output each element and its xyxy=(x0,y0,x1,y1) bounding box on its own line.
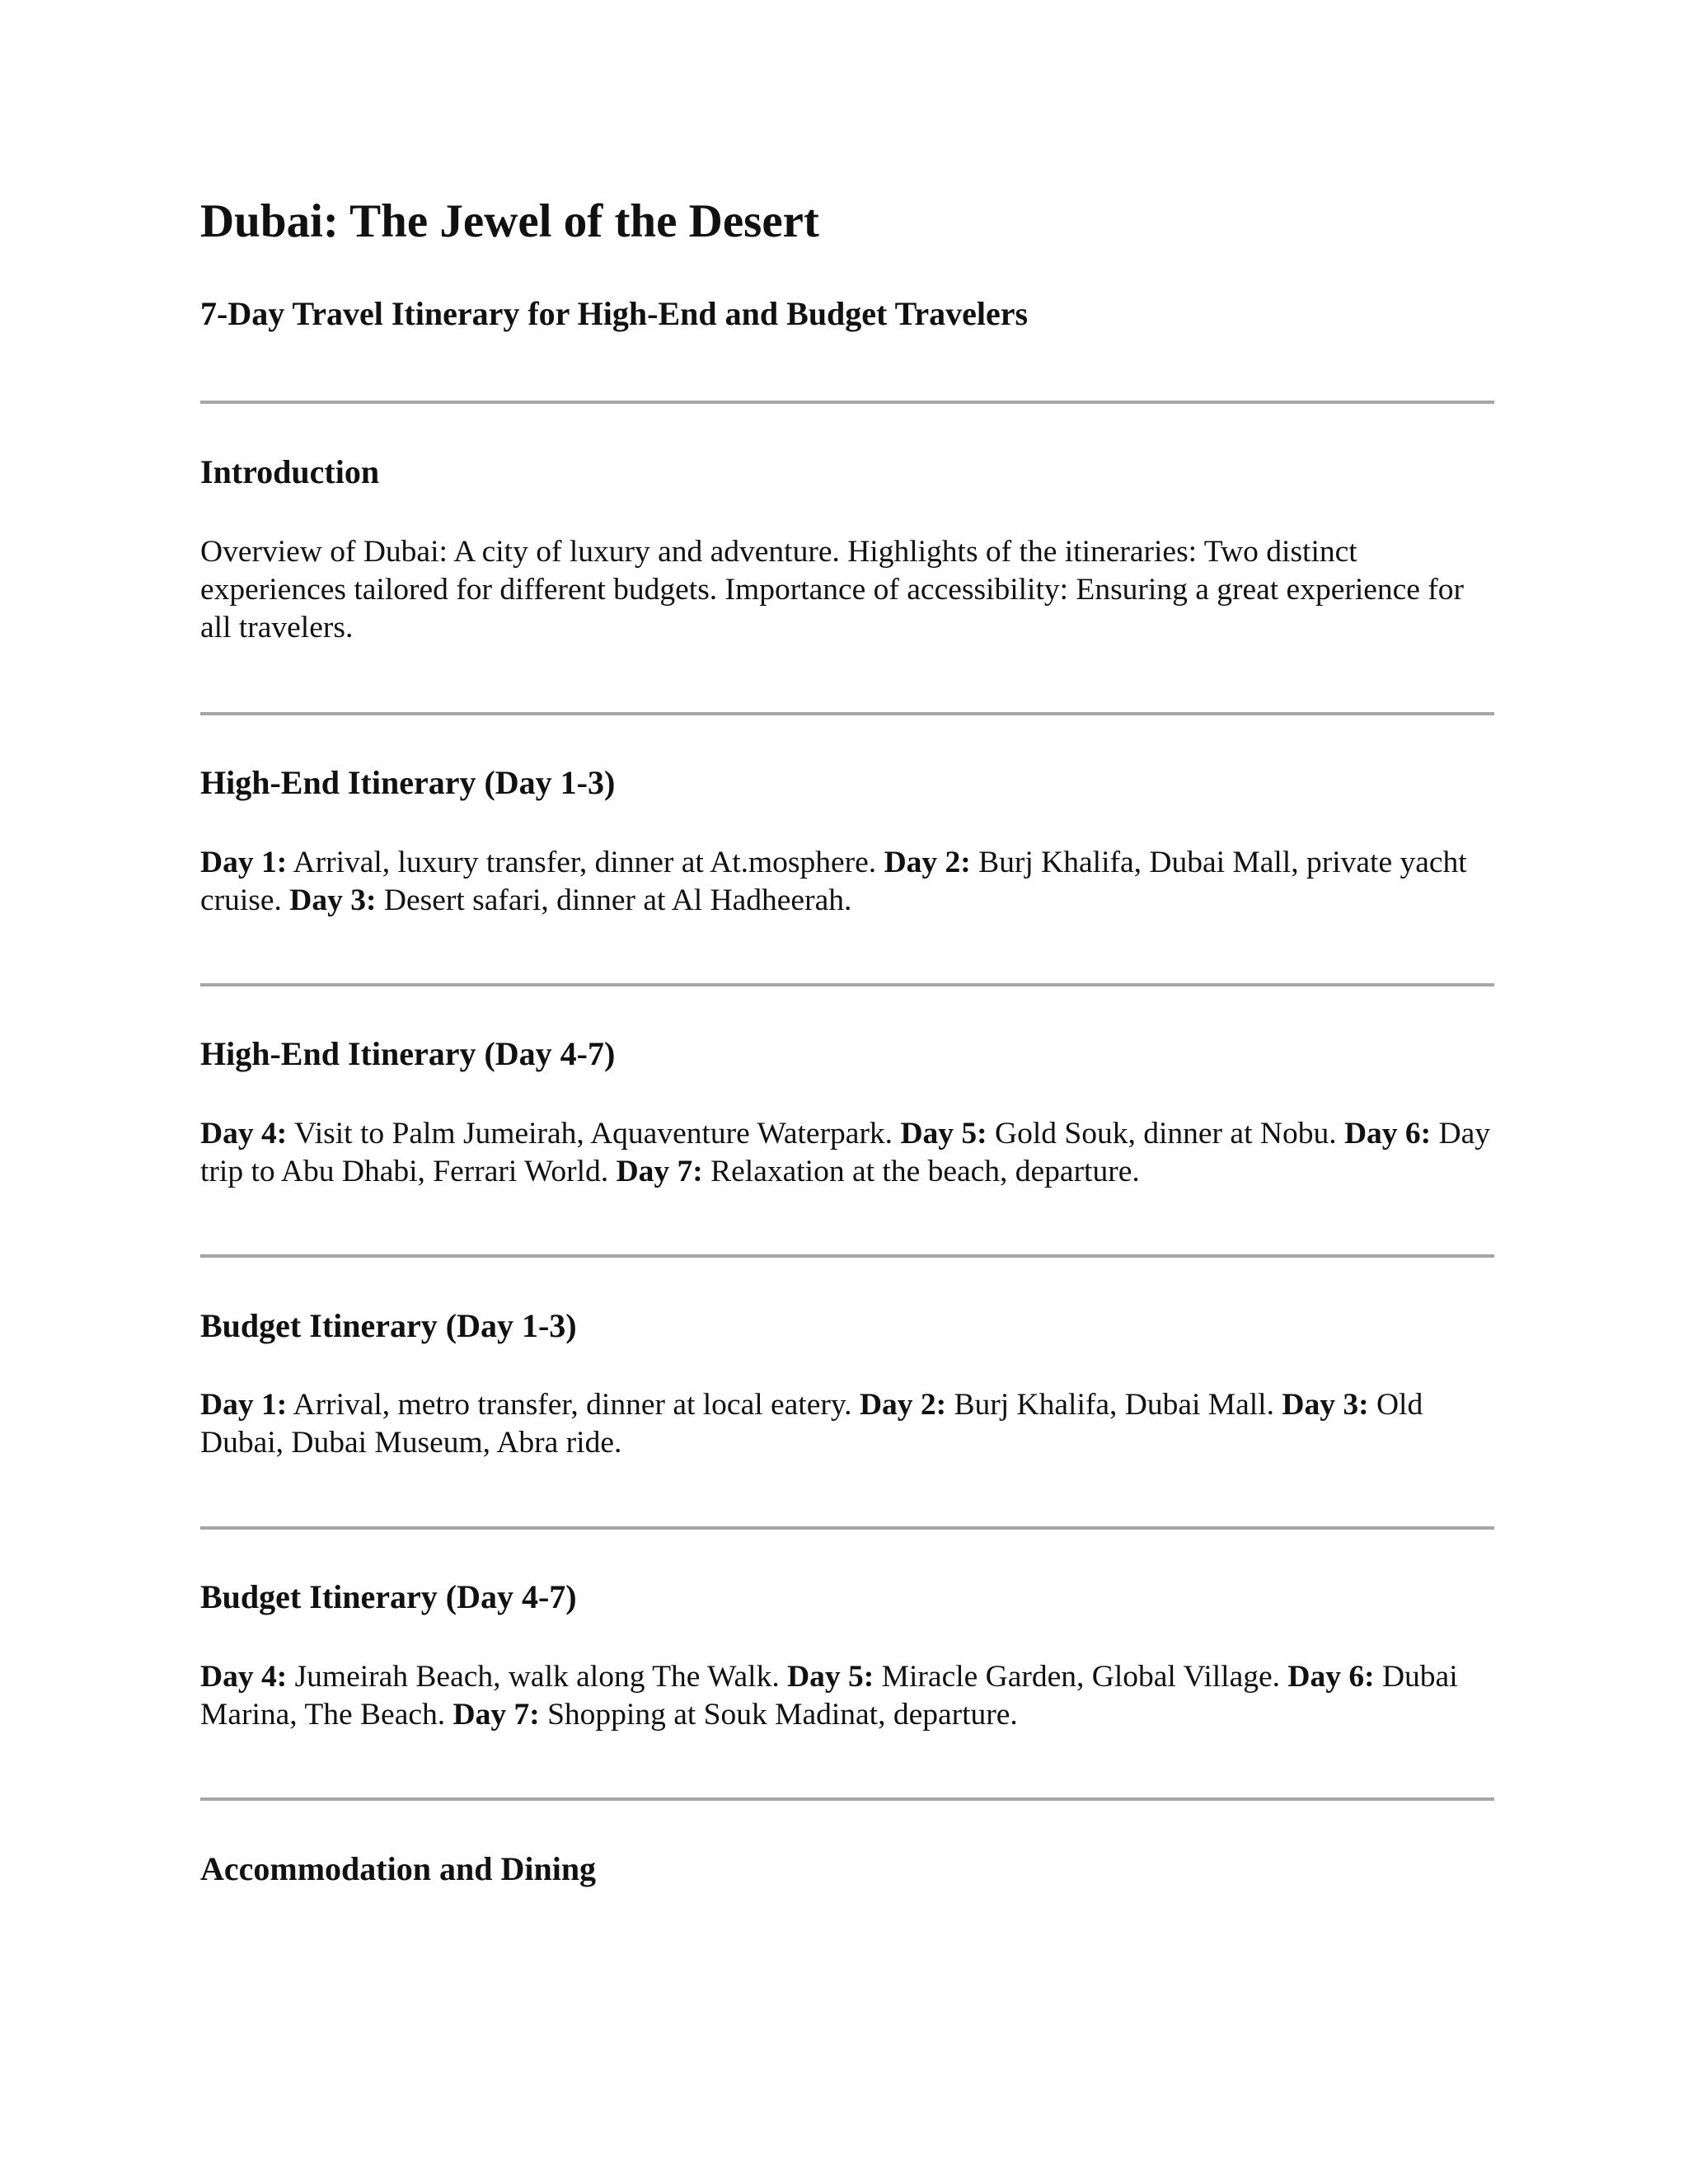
section-heading-high-end-day-1-3: High-End Itinerary (Day 1-3) xyxy=(200,764,616,801)
day-description: Miracle Garden, Global Village. xyxy=(874,1660,1288,1694)
day-label: Day 4: xyxy=(200,1660,288,1694)
section-heading-accommodation-and-dining: Accommodation and Dining xyxy=(200,1850,597,1887)
section-heading-introduction: Introduction xyxy=(200,453,380,490)
section-divider xyxy=(200,1254,1494,1258)
day-description: Gold Souk, dinner at Nobu. xyxy=(987,1117,1344,1151)
section-divider xyxy=(200,1526,1494,1530)
day-description: Relaxation at the beach, departure. xyxy=(702,1155,1140,1188)
day-description: Desert safari, dinner at Al Hadheerah. xyxy=(376,883,852,917)
section-divider xyxy=(200,401,1494,404)
day-label: Day 2: xyxy=(859,1388,947,1422)
day-label: Day 3: xyxy=(1282,1388,1369,1422)
section-divider xyxy=(200,712,1494,715)
day-description: Arrival, metro transfer, dinner at local eatery. xyxy=(287,1388,860,1422)
day-description: Day trip to Abu Dhabi, Ferrari World. xyxy=(200,1117,1491,1188)
section-body-high-end-day-1-3 xyxy=(200,844,1494,920)
day-description: Old Dubai, Dubai Museum, Abra ride. xyxy=(200,1388,1423,1460)
day-label: Day 1: xyxy=(200,1388,288,1422)
day-label: Day 4: xyxy=(200,1117,288,1151)
day-label: Day 6: xyxy=(1343,1117,1432,1151)
day-description: Burj Khalifa, Dubai Mall, private yacht cruise. xyxy=(200,846,1467,917)
section-heading-budget-day-4-7: Budget Itinerary (Day 4-7) xyxy=(200,1578,577,1615)
section-heading-high-end-day-4-7: High-End Itinerary (Day 4-7) xyxy=(200,1035,616,1072)
day-label: Day 7: xyxy=(616,1155,703,1188)
document-title: Dubai: The Jewel of the Desert xyxy=(200,195,819,247)
day-description: Shopping at Souk Madinat, departure. xyxy=(539,1698,1018,1732)
day-description: Dubai Marina, The Beach. xyxy=(200,1660,1458,1732)
day-label: Day 2: xyxy=(884,846,971,879)
section-body-budget-day-4-7 xyxy=(200,1658,1494,1734)
day-label: Day 6: xyxy=(1287,1660,1375,1694)
day-label: Day 1: xyxy=(200,846,288,879)
day-label: Day 3: xyxy=(289,883,377,917)
section-body-budget-day-1-3 xyxy=(200,1386,1494,1462)
section-divider xyxy=(200,1797,1494,1801)
day-description: Burj Khalifa, Dubai Mall. xyxy=(946,1388,1282,1422)
day-label: Day 5: xyxy=(787,1660,874,1694)
section-divider xyxy=(200,983,1494,987)
document-subtitle: 7-Day Travel Itinerary for High-End and Budget Travelers xyxy=(200,295,1029,332)
section-body-high-end-day-4-7 xyxy=(200,1115,1494,1191)
day-description: Visit to Palm Jumeirah, Aquaventure Waterpark. xyxy=(287,1117,901,1151)
day-description: Jumeirah Beach, walk along The Walk. xyxy=(287,1660,788,1694)
section-body-introduction: Overview of Dubai: A city of luxury and adventure. Highlights of the itineraries: Two distinct experiences tailored for different budgets. Importance of accessibility: Ensuring a great experience for all travelers. xyxy=(200,535,1465,644)
day-label: Day 5: xyxy=(900,1117,987,1151)
section-heading-budget-day-1-3: Budget Itinerary (Day 1-3) xyxy=(200,1307,577,1344)
day-label: Day 7: xyxy=(452,1698,540,1732)
day-description: Arrival, luxury transfer, dinner at At.mosphere. xyxy=(287,846,884,879)
